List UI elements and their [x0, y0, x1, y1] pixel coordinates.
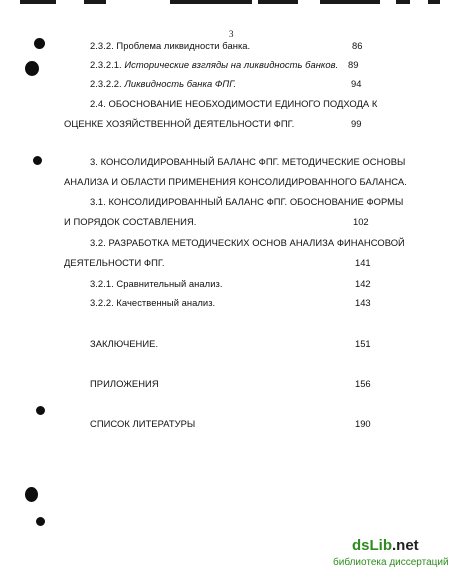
toc-entry: [90, 237, 405, 248]
toc-entry-page: 99: [351, 118, 362, 129]
toc-entry: [90, 98, 378, 109]
toc-entry: [90, 59, 338, 70]
toc-entry-title: Исторические взгляды на ликвидность банков.: [124, 59, 339, 70]
toc-entry-title-line2: ОЦЕНКЕ ХОЗЯЙСТВЕННОЙ ДЕЯТЕЛЬНОСТИ ФПГ.: [64, 118, 295, 129]
binder-hole-mark: [36, 406, 45, 415]
toc-entry-page: 89: [348, 59, 359, 70]
binder-hole-mark: [25, 61, 39, 76]
toc-entry-number: 3.2.1.: [90, 278, 114, 289]
scan-artifact: [20, 0, 56, 4]
toc-entry-title-line1: КОНСОЛИДИРОВАННЫЙ БАЛАНС ФПГ. ОБОСНОВАНИЕ ФОРМЫ: [108, 196, 404, 207]
toc-entry-number: 2.3.2.: [90, 40, 114, 51]
toc-entry: [90, 78, 236, 89]
binder-hole-mark: [33, 156, 42, 165]
toc-entry: [90, 156, 406, 167]
toc-entry-title: Сравнительный анализ.: [116, 278, 223, 289]
toc-entry-number: 3.2.2.: [90, 297, 114, 308]
toc-entry: [90, 278, 222, 289]
toc-entry-page: 142: [355, 278, 371, 289]
scan-artifact: [258, 0, 298, 4]
binder-hole-mark: [25, 487, 38, 502]
toc-entry: [90, 297, 215, 308]
toc-entry-title: Качественный анализ.: [116, 297, 216, 308]
toc-entry-number: 3.2.: [90, 237, 106, 248]
scan-artifact: [320, 0, 380, 4]
toc-entry-title-line1: КОНСОЛИДИРОВАННЫЙ БАЛАНС ФПГ. МЕТОДИЧЕСКИЕ ОСНОВЫ: [100, 156, 406, 167]
watermark-tld: .net: [392, 537, 419, 554]
toc-entry: [90, 40, 250, 51]
toc-entry-title-line1: РАЗРАБОТКА МЕТОДИЧЕСКИХ ОСНОВ АНАЛИЗА ФИНАНСОВОЙ: [108, 237, 405, 248]
toc-entry-page: 94: [351, 78, 362, 89]
toc-entry-page: 151: [355, 338, 371, 349]
toc-entry-page: 143: [355, 297, 371, 308]
toc-entry-number: 2.3.2.2.: [90, 78, 122, 89]
toc-entry-title-line2: ДЕЯТЕЛЬНОСТИ ФПГ.: [64, 257, 165, 268]
toc-entry-number: 2.4.: [90, 98, 106, 109]
watermark-tagline: библиотека диссертаций: [333, 557, 449, 568]
binder-hole-mark: [36, 517, 45, 526]
toc-entry-page: 102: [353, 216, 369, 227]
binder-hole-mark: [34, 38, 45, 49]
toc-entry-title: ЗАКЛЮЧЕНИЕ.: [90, 338, 159, 349]
watermark-logo: [352, 537, 419, 554]
toc-entry-title-line2: И ПОРЯДОК СОСТАВЛЕНИЯ.: [64, 216, 197, 227]
scan-artifact: [170, 0, 252, 4]
toc-entry-page: 86: [352, 40, 363, 51]
toc-entry-page: 190: [355, 418, 371, 429]
toc-entry-number: 3.: [90, 156, 98, 167]
toc-entry-title-line1: ОБОСНОВАНИЕ НЕОБХОДИМОСТИ ЕДИНОГО ПОДХОДА К: [108, 98, 378, 109]
scan-artifact: [84, 0, 106, 4]
toc-entry-page: 156: [355, 378, 371, 389]
toc-entry-page: 141: [355, 257, 371, 268]
toc-entry-title: Проблема ликвидности банка.: [116, 40, 251, 51]
toc-entry-title: ПРИЛОЖЕНИЯ: [90, 378, 159, 389]
scan-artifact: [396, 0, 410, 4]
toc-entry-number: 2.3.2.1.: [90, 59, 122, 70]
watermark-brand: dsLib: [352, 537, 392, 554]
toc-entry-title: Ликвидность банка ФПГ.: [124, 78, 237, 89]
toc-entry-number: 3.1.: [90, 196, 106, 207]
scan-artifact: [428, 0, 440, 4]
toc-entry-title-line2: АНАЛИЗА И ОБЛАСТИ ПРИМЕНЕНИЯ КОНСОЛИДИРОВАННОГО БАЛАНСА.: [64, 176, 407, 187]
toc-entry: [90, 196, 404, 207]
toc-entry-title: СПИСОК ЛИТЕРАТУРЫ: [90, 418, 196, 429]
page-number: 3: [229, 29, 234, 39]
